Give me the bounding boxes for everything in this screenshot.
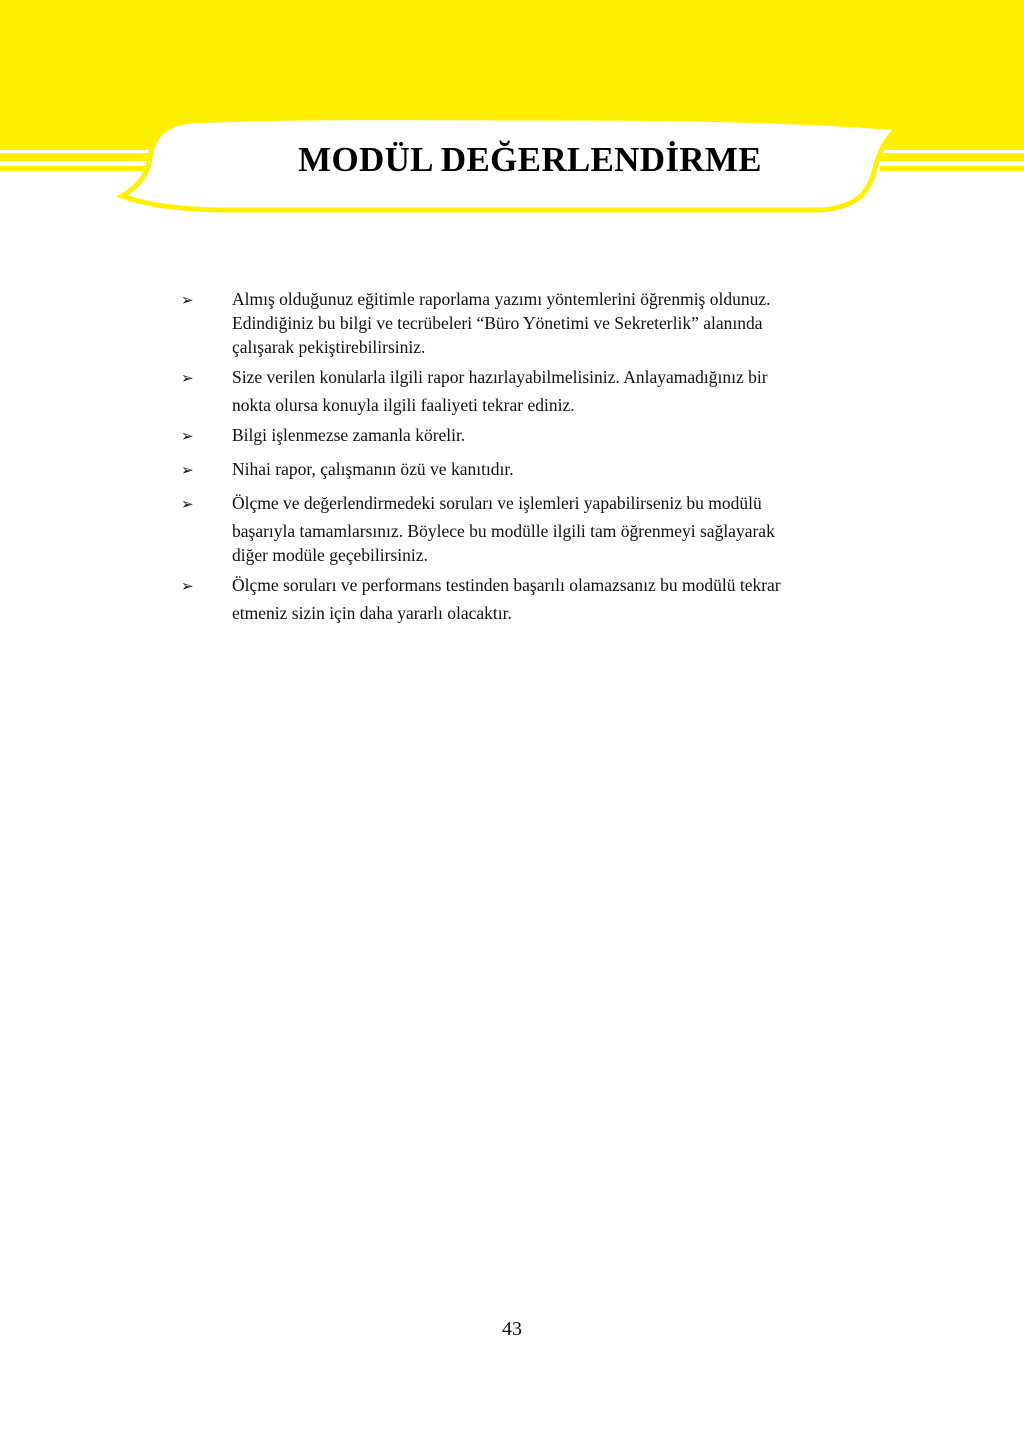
arrowhead-bullet-icon: ➢ xyxy=(181,427,194,445)
list-item xyxy=(181,491,901,567)
list-item xyxy=(181,573,901,625)
page-title: MODÜL DEĞERLENDİRME xyxy=(298,140,762,179)
list-item-line: Bilgi işlenmezse zamanla körelir. xyxy=(232,425,466,445)
list-item xyxy=(181,287,901,359)
list-item-line: Size verilen konularla ilgili rapor hazırlayabilmelisiniz. Anlayamadığınız bir xyxy=(232,367,768,387)
list-item-line: Almış olduğunuz eğitimle raporlama yazımı yöntemlerini öğrenmiş oldunuz. xyxy=(232,289,771,309)
list-item-line: başarıyla tamamlarsınız. Böylece bu modülle ilgili tam öğrenmeyi sağlayarak xyxy=(232,521,775,541)
arrowhead-bullet-icon: ➢ xyxy=(181,577,194,595)
arrowhead-bullet-icon: ➢ xyxy=(181,461,194,479)
list-item-line: etmeniz sizin için daha yararlı olacaktır. xyxy=(232,603,512,623)
header-band xyxy=(0,0,1024,240)
bullet-list xyxy=(181,287,901,631)
list-item-line: diğer modüle geçebilirsiniz. xyxy=(232,545,428,565)
list-item-line: nokta olursa konuyla ilgili faaliyeti tekrar ediniz. xyxy=(232,395,575,415)
list-item-line: Ölçme soruları ve performans testinden başarılı olamazsanız bu modülü tekrar xyxy=(232,575,781,595)
list-item-line: çalışarak pekiştirebilirsiniz. xyxy=(232,337,426,357)
list-item-line: Nihai rapor, çalışmanın özü ve kanıtıdır. xyxy=(232,459,514,479)
list-item-line: Ölçme ve değerlendirmedeki soruları ve işlemleri yapabilirseniz bu modülü xyxy=(232,493,762,513)
arrowhead-bullet-icon: ➢ xyxy=(181,495,194,513)
list-item xyxy=(181,423,901,447)
list-item-line: Edindiğiniz bu bilgi ve tecrübeleri “Büro Yönetimi ve Sekreterlik” alanında xyxy=(232,313,763,333)
arrowhead-bullet-icon: ➢ xyxy=(181,369,194,387)
list-item xyxy=(181,457,901,481)
arrowhead-bullet-icon: ➢ xyxy=(181,291,194,309)
header-decoration xyxy=(0,0,1024,240)
page-number: 43 xyxy=(502,1318,522,1340)
list-item xyxy=(181,365,901,417)
